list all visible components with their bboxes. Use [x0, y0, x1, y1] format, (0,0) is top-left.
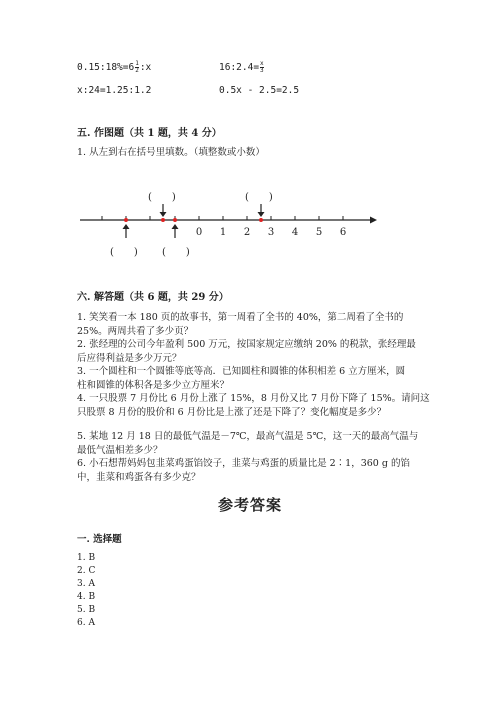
answer-bracket-bottom-left: ( ) — [110, 247, 138, 258]
number-line-point — [124, 218, 128, 222]
question-text-line: 2. 张经理的公司今年盈利 500 万元，按国家规定应缴纳 20% 的税款，张经理最 — [77, 339, 416, 350]
axis-arrow-icon — [370, 217, 377, 224]
fraction — [135, 61, 139, 74]
section5-heading: 五. 作图题（共 1 题，共 4 分） — [77, 128, 222, 139]
question-text-line: 4. 一只股票 7 月份比 6 月份上涨了 15%，8 月份又比 7 月份下降了 15%。请问这 — [77, 393, 430, 404]
answer-item: 2. C — [77, 566, 96, 576]
question-text-line: 1. 笑笑看一本 180 页的故事书，第一周看了全书的 40%，第二周看了全书的 — [77, 312, 404, 323]
number-line-point — [259, 218, 263, 222]
answer-bracket-top-right: ( ) — [245, 192, 273, 203]
equation-row2-right: 0.5x - 2.5=2.5 — [219, 85, 300, 96]
tick-label: 3 — [267, 227, 275, 238]
question-5 — [77, 430, 418, 484]
answer-item: 4. B — [77, 592, 96, 602]
equation-text: 16:2.4= — [219, 62, 260, 73]
tick-label: 5 — [315, 227, 323, 238]
question-text-line: 柱和圆锥的体积各是多少立方厘米？ — [77, 379, 230, 391]
up-arrow-icon — [123, 224, 130, 238]
question-text-line: 6. 小石想帮妈妈包韭菜鸡蛋馅饺子，韭菜与鸡蛋的质量比是 2∶1，360 g 的馅 — [77, 458, 410, 469]
question-text-line: 后应得利益是多少万元？ — [77, 352, 182, 364]
answer-bracket-top-left: ( ) — [148, 192, 176, 203]
down-arrow-icon — [160, 204, 167, 217]
answers-title: 参考答案 — [217, 496, 282, 514]
number-line-point — [173, 218, 177, 222]
question-text-line: 中，韭菜和鸡蛋各有多少克？ — [77, 471, 201, 483]
answers-section1-heading: 一. 选择题 — [77, 534, 122, 545]
number-line-point — [161, 218, 165, 222]
tick-label: 4 — [291, 227, 299, 238]
question-text-line: 3. 一个圆柱和一个圆锥等底等高．已知圆柱和圆锥的体积相差 6 立方厘米，圆 — [77, 366, 406, 377]
equation-row1-left — [77, 61, 151, 74]
answer-item: 1. B — [77, 553, 96, 563]
answer-item: 5. B — [77, 605, 96, 615]
answer-item: 6. A — [77, 618, 95, 628]
equation-text: 0.15:18%=6 — [77, 62, 135, 73]
question-1 — [77, 311, 430, 419]
question-text-line: 25%。两周共看了多少页？ — [77, 325, 194, 337]
equation-row1-right — [219, 61, 265, 74]
number-line-diagram — [70, 182, 390, 262]
section6-heading: 六. 解答题（共 6 题，共 29 分） — [77, 292, 229, 303]
fraction-denominator: 3 — [260, 67, 264, 74]
equation-row2-left: x:24=1.25:1.2 — [77, 85, 152, 96]
up-arrow-icon — [172, 224, 179, 238]
equation-text: :x — [139, 62, 152, 73]
fraction — [260, 61, 264, 74]
answer-bracket-bottom-right: ( ) — [162, 247, 190, 258]
answer-item: 3. A — [77, 579, 95, 589]
fraction-numerator: x — [260, 60, 264, 67]
fraction-numerator: 1 — [135, 60, 139, 67]
section5-question: 1. 从左到右在括号里填数。（填整数或小数） — [77, 147, 265, 158]
answers-list — [77, 552, 95, 630]
fraction-denominator: 2 — [135, 67, 139, 74]
tick-marks — [102, 216, 343, 220]
tick-label: 1 — [219, 227, 227, 238]
tick-label: 0 — [195, 227, 203, 238]
tick-label: 2 — [243, 227, 251, 238]
question-text-line: 只股票 8 月份的股价和 6 月份比是上涨了还是下降了？变化幅度是多少？ — [77, 406, 387, 418]
down-arrow-icon — [258, 204, 265, 217]
tick-label: 6 — [339, 227, 347, 238]
question-text-line: 5. 某地 12 月 18 日的最低气温是－7℃，最高气温是 5℃，这一天的最高气温与 — [77, 431, 419, 442]
question-text-line: 最低气温相差多少？ — [77, 444, 163, 456]
